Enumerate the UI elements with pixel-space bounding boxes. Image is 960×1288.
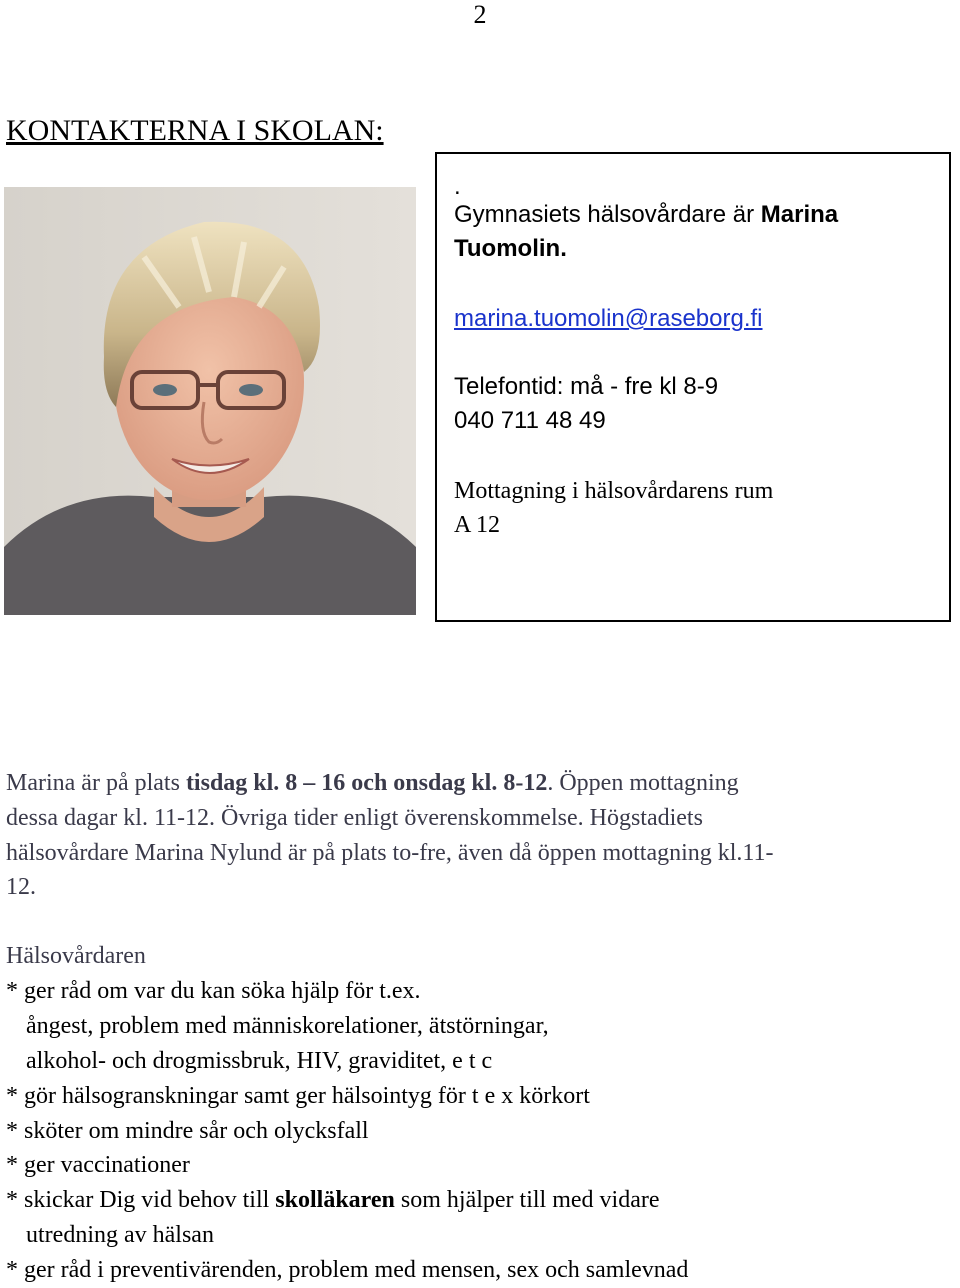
- email-line: [454, 302, 763, 336]
- services-title: Hälsovårdaren: [6, 943, 146, 969]
- email-link[interactable]: marina.tuomolin@raseborg.fi: [454, 305, 763, 332]
- phone-hours: Telefontid: må - fre kl 8-9: [454, 373, 719, 400]
- reception-location: Mottagning i hälsovårdarens rum: [454, 478, 774, 504]
- school-doctor-term: skolläkaren: [275, 1187, 395, 1213]
- portrait-illustration: [4, 187, 416, 615]
- schedule-line-2: dessa dagar kl. 11-12. Övriga tider enligt överenskommelse. Högstadiets: [6, 805, 703, 831]
- service-item-continuation: utredning av hälsan: [26, 1222, 214, 1248]
- service-item: * ger vaccinationer: [6, 1152, 190, 1178]
- schedule-intro: Marina är på plats: [6, 770, 186, 796]
- nurse-portrait-photo: [4, 187, 416, 615]
- service-item: * sköter om mindre sår och olycksfall: [6, 1118, 369, 1144]
- service-referral-prefix: * skickar Dig vid behov till: [6, 1187, 276, 1213]
- nurse-first-name: Marina: [760, 201, 839, 228]
- nurse-title-prefix: Gymnasiets hälsovårdare är: [454, 201, 761, 228]
- service-item: [6, 1183, 660, 1217]
- room-number: A 12: [454, 512, 501, 538]
- schedule-days: tisdag kl. 8 – 16 och onsdag kl. 8-12: [185, 770, 548, 796]
- page-heading: KONTAKTERNA I SKOLAN:: [6, 114, 384, 147]
- service-referral-suffix: som hjälper till med vidare: [394, 1187, 660, 1213]
- service-item: * ger råd om var du kan söka hjälp för t.ex.: [6, 978, 421, 1004]
- nurse-last-name-line: [454, 232, 567, 266]
- service-item-continuation: alkohol- och drogmissbruk, HIV, graviditet, e t c: [26, 1048, 493, 1074]
- service-item: * gör hälsogranskningar samt ger hälsointyg för t e x körkort: [6, 1083, 590, 1109]
- schedule-open: . Öppen mottagning: [547, 770, 739, 796]
- box-dot: .: [454, 173, 461, 200]
- contact-info-box: [435, 152, 951, 622]
- service-item-continuation: ångest, problem med människorelationer, ätstörningar,: [26, 1013, 549, 1039]
- nurse-last-name: Tuomolin.: [454, 235, 567, 262]
- service-item: * ger råd i preventivärenden, problem med mensen, sex och samlevnad: [6, 1257, 689, 1283]
- schedule-line-3: hälsovårdare Marina Nylund är på plats to-fre, även då öppen mottagning kl.11-: [6, 840, 774, 866]
- phone-number: 040 711 48 49: [454, 407, 606, 434]
- schedule-line-1: [6, 766, 739, 800]
- nurse-title-line: [454, 198, 838, 232]
- schedule-line-4: 12.: [6, 874, 36, 900]
- page-number: 2: [473, 0, 487, 29]
